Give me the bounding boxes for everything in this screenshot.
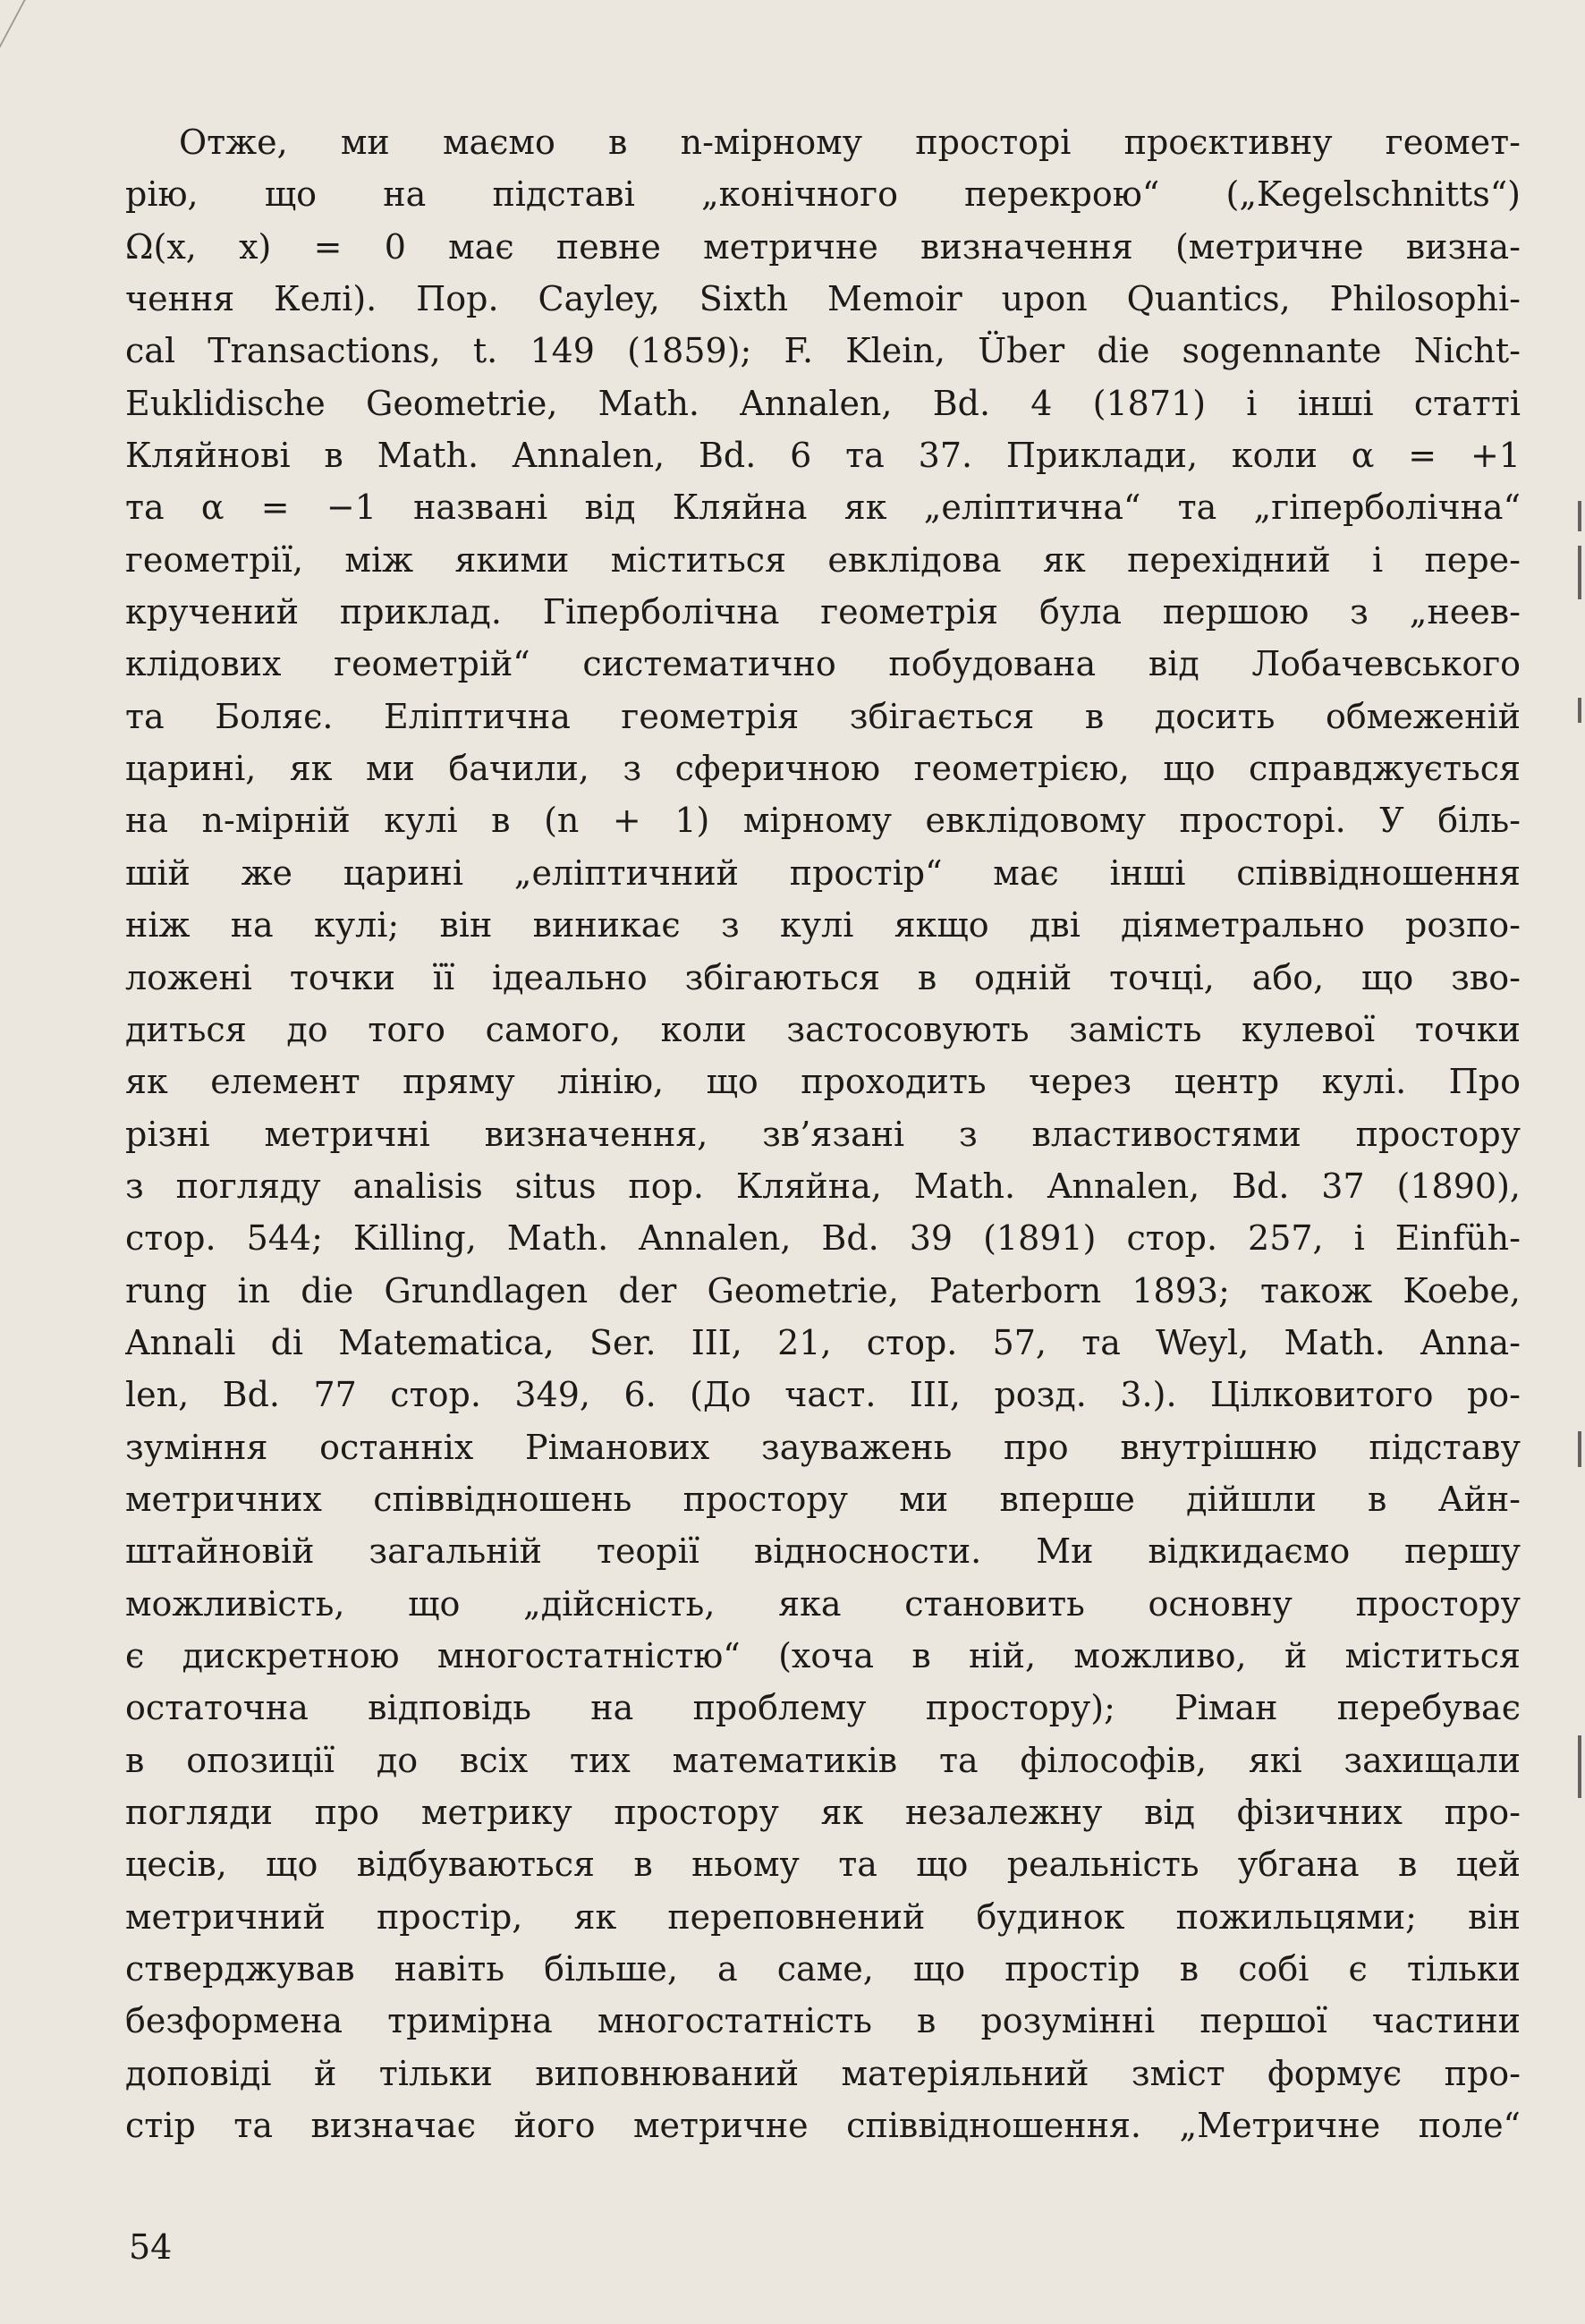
text-line: остаточна відповідь на проблему простору); Ріман перебуває xyxy=(125,1688,1521,1728)
text-line: метричних співвідношень простору ми вперше дійшли в Айн- xyxy=(125,1479,1521,1519)
text-line: на n-мірній кулі в (n + 1) мірному евклідовому просторі. У біль- xyxy=(125,801,1521,841)
text-line: та α = −1 названі від Кляйна як „еліптична“ та „гіперболічна“ xyxy=(125,488,1521,528)
text-line: доповіді й тільки виповнюваний матеріяльний зміст формує про- xyxy=(125,2053,1521,2093)
scan-edge-marks xyxy=(1567,465,1585,1896)
corner-scan-mark xyxy=(0,0,62,63)
text-line: диться до того самого, коли застосовують замість кулевої точки xyxy=(125,1009,1521,1049)
text-line: геометрії, між якими міститься евклідова як перехідний і пере- xyxy=(125,539,1521,580)
text-line: Annali di Matematica, Ser. III, 21, стор. 57, та Weyl, Math. Anna- xyxy=(125,1322,1521,1362)
text-line: погляди про метрику простору як незалежну від фізичних про- xyxy=(125,1793,1521,1832)
text-line: клідових геометрій“ систематично побудована від Лобачевського xyxy=(125,644,1521,684)
text-line: рію, що на підставі „конічного перекрою“ („Kegelschnitts“) xyxy=(125,174,1521,215)
text-line: безформена тримірна многостатність в розумінні першої частини xyxy=(125,2001,1521,2041)
text-line: можливість, що „дійсність, яка становить основну простору xyxy=(125,1583,1521,1624)
edge-mark xyxy=(1578,501,1581,531)
text-line: метричний простір, як переповнений будинок пожильцями; він xyxy=(125,1896,1521,1937)
edge-mark xyxy=(1578,698,1581,723)
edge-mark xyxy=(1578,1431,1581,1467)
text-line: Euklidische Geometrie, Math. Annalen, Bd. 4 (1871) і інші статті xyxy=(125,383,1521,423)
text-line: цесів, що відбуваються в ньому та що реальність убгана в цей xyxy=(125,1845,1521,1885)
text-line: Кляйнові в Math. Annalen, Bd. 6 та 37. Приклади, коли α = +1 xyxy=(125,436,1521,476)
text-line: в опозиції до всіх тих математиків та філософів, які захищали xyxy=(125,1740,1521,1780)
text-line: шій же царині „еліптичний простір“ має інші співвідношення xyxy=(125,852,1521,893)
text-line: ніж на кулі; він виникає з кулі якщо дві діяметрально розпо- xyxy=(125,905,1521,946)
text-line: як елемент пряму лінію, що проходить через центр кулі. Про xyxy=(125,1062,1521,1102)
text-line: чення Келі). Пор. Cayley, Sixth Memoir upon Quantics, Philosophi- xyxy=(125,279,1521,319)
text-line: з погляду analisis situs пор. Кляйна, Math. Annalen, Bd. 37 (1890), xyxy=(125,1166,1521,1206)
text-line: штайновій загальній теорії відносности. Ми відкидаємо першу xyxy=(125,1531,1521,1572)
edge-mark xyxy=(1578,1735,1581,1798)
text-line: rung in die Grundlagen der Geometrie, Paterborn 1893; також Koebe, xyxy=(125,1270,1521,1310)
text-line: є дискретною многостатністю“ (хоча в ній, можливо, й міститься xyxy=(125,1635,1521,1675)
text-line: Ω(x, x) = 0 має певне метричне визначення (метричне визна- xyxy=(125,226,1521,267)
text-line: царині, як ми бачили, з сферичною геометрією, що справджується xyxy=(125,749,1521,789)
text-line: Отже, ми маємо в n-мірному просторі проєктивну геомет- xyxy=(179,123,1521,162)
text-line: стверджував навіть більше, а саме, що простір в собі є тільки xyxy=(125,1949,1521,1989)
text-line: стор. 544; Killing, Math. Annalen, Bd. 39 (1891) стор. 257, і Einfüh- xyxy=(125,1218,1521,1259)
text-line: кручений приклад. Гіперболічна геометрія була першою з „неев- xyxy=(125,592,1521,632)
text-line: різні метричні визначення, зв’язані з властивостями простору xyxy=(125,1114,1521,1154)
body-text xyxy=(125,116,1521,2151)
text-line: зуміння останніх Ріманових зауважень про внутрішню підставу xyxy=(125,1427,1521,1467)
page-number: 54 xyxy=(129,2227,173,2267)
text-line: len, Bd. 77 стор. 349, 6. (До част. III, розд. 3.). Цілковитого ро- xyxy=(125,1375,1521,1415)
text-line: та Боляє. Еліптична геометрія збігається в досить обмеженій xyxy=(125,696,1521,736)
text-line: cal Transactions, t. 149 (1859); F. Klein, Über die sogennante Nicht- xyxy=(125,331,1521,371)
edge-mark xyxy=(1578,546,1581,599)
text-line: ложені точки її ідеально збігаються в одній точці, або, що зво- xyxy=(125,957,1521,997)
text-line: стір та визначає його метричне співвідношення. „Метричне поле“ xyxy=(125,2106,1521,2146)
